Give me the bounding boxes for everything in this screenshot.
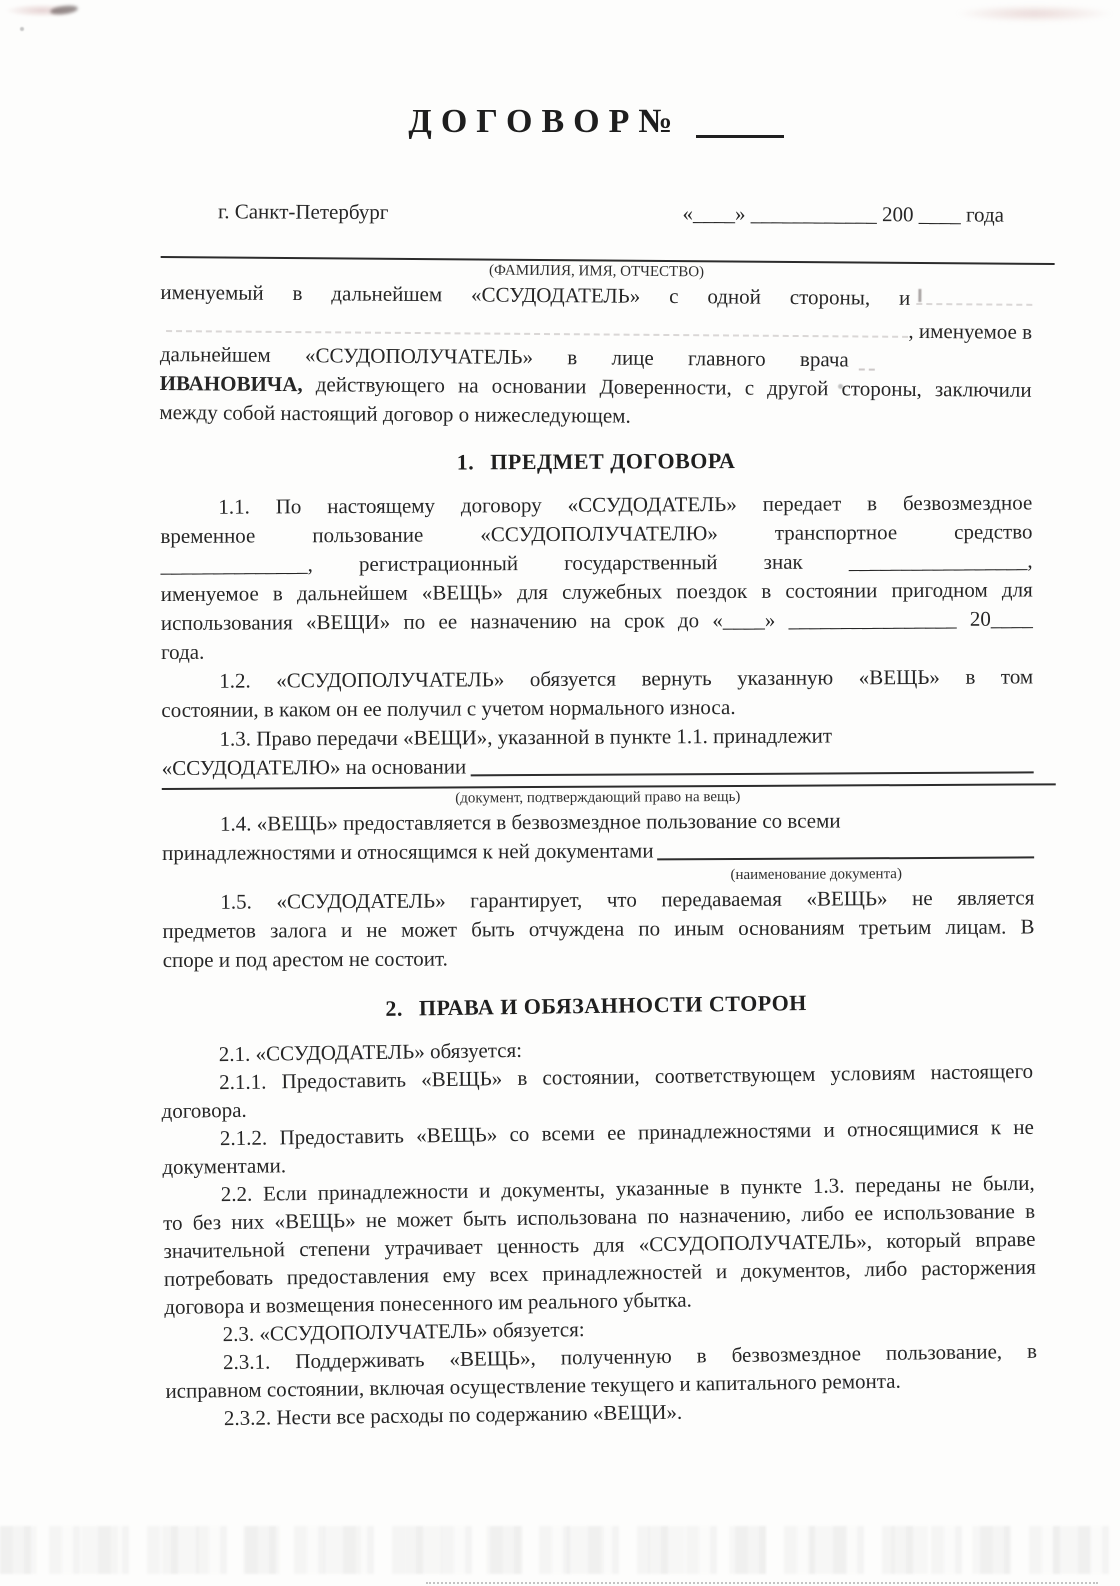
clause-1-1-line-1: 1.1. По настоящему договору «ССУДОДАТЕЛЬ» передает в безвозмездное (218, 490, 1033, 519)
erased-text-trace (166, 330, 908, 338)
clause-1-5-line-3: споре и под арестом не состоит. (162, 946, 448, 972)
clause-2-2-line-4: потребовать предоставления ему всех принадлежностей и документов, либо расторжения (163, 1254, 1036, 1291)
clause-1-4-line-1: 1.4. «ВЕЩЬ» предоставляется в безвозмездное пользование со всеми (219, 808, 841, 836)
section-2-title: ПРАВА И ОБЯЗАННОСТИ СТОРОН (418, 989, 808, 1021)
clause-2-3-2: 2.3.2. Нести все расходы по содержанию «ВЕЩИ». (223, 1399, 683, 1431)
intro-line-5: между собой настоящий договор о нижеследующем. (159, 399, 631, 428)
section-1-title: ПРЕДМЕТ ДОГОВОРА (490, 447, 736, 475)
intro-line-1 (160, 278, 1032, 314)
document-name-caption: (наименование документа) (730, 866, 902, 884)
intro-line-3-text: дальнейшем «ССУДОПОЛУЧАТЕЛЬ» в лице главного врача (159, 341, 849, 372)
scan-edge-artifact (426, 1582, 1098, 1584)
intro-line-4-text: действующего на основании Доверенности, с другой стороны, заключили (302, 372, 1032, 402)
intro-line-1-text: именуемый в дальнейшем «ССУДОДАТЕЛЬ» с одной стороны, и (160, 280, 911, 310)
clause-2-2-line-5: договора и возмещения понесенного им реального убытка. (164, 1287, 692, 1319)
clause-2-1: 2.1. «ССУДОДАТЕЛЬ» обязуется: (218, 1037, 523, 1067)
section-2 (160, 987, 1038, 1433)
clause-1-2-line-1: 1.2. «ССУДОПОЛУЧАТЕЛЬ» обязуется вернуть указанную «ВЕЩЬ» в том (219, 664, 1034, 693)
clause-1-1-line-3: ______________, регистрационный государственный знак _________________, (160, 548, 1033, 577)
clause-2-3-1-line-2: исправном состоянии, включая осуществление текущего и капитального ремонта. (165, 1368, 901, 1403)
contract-title-text: ДОГОВОР№ (408, 103, 682, 140)
section-2-heading (160, 987, 1032, 1025)
scan-smudge (6, 4, 78, 17)
fio-caption: (ФАМИЛИЯ, ИМЯ, ОТЧЕСТВО) (489, 262, 705, 281)
contract-title (160, 103, 1032, 141)
section-1 (160, 446, 1035, 975)
scan-smudge (50, 4, 79, 15)
parties-block (159, 256, 1032, 434)
clause-2-1-2-line-2: документами. (162, 1153, 287, 1179)
clause-1-5-line-2: предметов залога и не может быть отчуждена по иным основаниям третьим лицам. В (162, 914, 1035, 943)
clause-1-5-line-1: 1.5. «ССУДОДАТЕЛЬ» гарантирует, что передаваемая «ВЕЩЬ» не является (220, 885, 1035, 914)
section-1-number: 1. (456, 449, 475, 475)
date-blank-line: «____» ____________ 200 ____ года (682, 201, 1005, 227)
place-city: г. Санкт-Петербург (217, 199, 389, 224)
clause-2-1-1-line-1: 2.1.1. Предоставить «ВЕЩЬ» в состоянии, соответствующем условиям настоящего (218, 1058, 1034, 1095)
basis-blank-line (470, 771, 1033, 776)
contract-number-blank (696, 134, 784, 138)
clause-1-3-line-1: 1.3. Право передачи «ВЕЩИ», указанной в пункте 1.1. принадлежит (219, 723, 833, 751)
place-and-date-row (160, 199, 1032, 228)
clause-1-1-line-5: использования «ВЕЩИ» по ее назначению на срок до «____» ________________ 20____ (160, 606, 1033, 635)
scan-noise-band (0, 1526, 1120, 1574)
clause-2-3-1-line-1: 2.3.1. Поддерживать «ВЕЩЬ», полученную в безвозмездное пользование, в (222, 1338, 1038, 1375)
party-representative-name: ИВАНОВИЧА, (159, 370, 303, 397)
clause-1-3-line-2 (162, 749, 1034, 783)
clause-1-4-line-2 (162, 834, 1034, 868)
section-2-number: 2. (385, 995, 404, 1021)
clause-1-4-line-2-text: принадлежностями и относящимся к ней документами (162, 838, 654, 865)
clause-2-3: 2.3. «ССУДОПОЛУЧАТЕЛЬ» обязуется: (222, 1317, 585, 1347)
scan-speck (20, 27, 24, 31)
clause-2-2-line-3: значительной степени утрачивает ценность для «ССУДОПОЛУЧАТЕЛЬ», который вправе (163, 1226, 1036, 1263)
clause-1-1-line-2: временное пользование «ССУДОПОЛУЧАТЕЛЮ» транспортное средство (160, 519, 1033, 548)
clause-2-1-2-line-1: 2.1.2. Предоставить «ВЕЩЬ» со всеми ее принадлежностями и относящимися к не (219, 1114, 1035, 1151)
erased-text-trace (859, 345, 875, 370)
clause-1-3-line-2-text: «ССУДОДАТЕЛЮ» на основании (161, 754, 467, 780)
intro-line-2-text: , именуемое в (908, 318, 1033, 344)
clause-2-1-1-line-2: договора. (161, 1097, 247, 1123)
documents-blank-line (658, 856, 1035, 860)
clause-1-2-line-2: состоянии, в каком он ее получил с учетом нормального износа. (161, 694, 736, 722)
clause-1-1-line-4: именуемое в дальнейшем «ВЕЩЬ» для служебных поездок в состоянии пригодном для (160, 577, 1033, 606)
clause-1-1-line-6: года. (160, 639, 205, 664)
erased-text-trace (916, 303, 1032, 306)
clause-2-2-line-2: то без них «ВЕЩЬ» не может быть использована по назначению, либо ее использование в (162, 1198, 1036, 1235)
document-caption: (документ, подтверждающий право на вещь) (455, 788, 741, 807)
clause-2-2-line-1: 2.2. Если принадлежности и документы, указанные в пункте 1.3. переданы не были, (220, 1170, 1035, 1207)
section-1-heading (160, 446, 1032, 477)
